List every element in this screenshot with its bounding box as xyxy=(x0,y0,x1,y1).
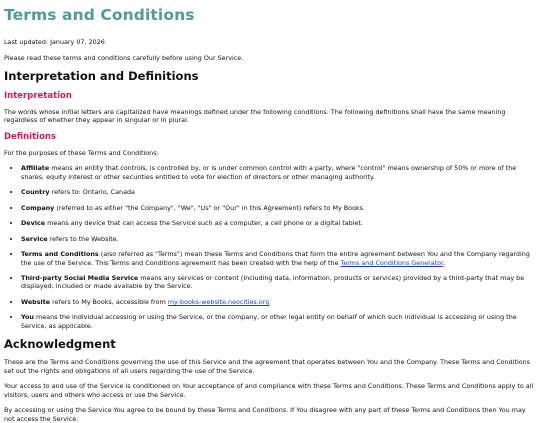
definition-text: means an entity that controls, is controlled by, or is under common control with a party, where "control" means ownership of 50% or more of the shares, equity interest or other securities entitled to vote for election of directors or other managing authority. xyxy=(21,164,517,181)
intro-paragraph: Please read these terms and conditions carefully before using Our Service. xyxy=(4,53,244,62)
definition-text: refers to My Books, accessible from xyxy=(50,297,168,306)
interpretation-paragraph: The words whose initial letters are capitalized have meanings defined under the following conditions. The following definitions shall have the same meaning regardless of whether they appear in singular or in plural. xyxy=(4,107,506,125)
definition-item-you xyxy=(21,313,536,330)
definition-text: means any device that can access the Service such as a computer, a cell phone or a digital tablet. xyxy=(45,219,363,228)
definition-term: Service xyxy=(21,234,48,243)
definition-term: Device xyxy=(21,219,46,228)
definition-term: Company xyxy=(21,203,55,212)
subheading-interpretation: Interpretation xyxy=(4,90,72,101)
definition-item-country xyxy=(21,188,536,196)
definition-text: refers to the Website. xyxy=(47,234,119,243)
definition-item-device xyxy=(21,219,536,227)
definition-term: Affiliate xyxy=(21,164,50,173)
definition-item-service xyxy=(21,235,536,243)
definition-text: refers to: Ontario, Canada xyxy=(49,188,135,197)
section-heading-interpretation-definitions: Interpretation and Definitions xyxy=(4,69,199,84)
definition-item-website xyxy=(21,298,536,306)
definition-text: means the individual accessing or using the Service, or the company, or other legal entity on behalf of which such individual is accessing or using the Service, as applicable. xyxy=(21,313,517,330)
definition-term: Terms and Conditions xyxy=(21,250,99,259)
definition-text-after: . xyxy=(443,258,446,267)
definition-term: Third-party Social Media Service xyxy=(21,273,139,282)
acknowledgment-paragraph: By accessing or using the Service You agree to be bound by these Terms and Conditions. If You disagree with any part of these Terms and Conditions then You may not access the Service. xyxy=(4,406,526,423)
definition-item-affiliate xyxy=(21,164,536,181)
definition-text: (also referred as "Terms") mean these Terms and Conditions that form the entire agreement between You and the Company regarding the use of the Service. This Terms and Conditions agreement has been created with the help of the xyxy=(21,250,530,267)
definition-term: Website xyxy=(21,297,51,306)
definitions-lead: For the purposes of these Terms and Conditions: xyxy=(4,148,159,157)
last-updated: Last updated: January 07, 2026 xyxy=(4,38,105,47)
definition-item-third-party xyxy=(21,274,536,291)
definition-item-terms-and-conditions xyxy=(21,250,536,267)
page-title: Terms and Conditions xyxy=(4,6,195,24)
acknowledgment-paragraph: These are the Terms and Conditions governing the use of this Service and the agreement that operates between You and the Company. These Terms and Conditions set out the rights and obligations of all users regarding the use of the Service. xyxy=(4,358,531,375)
definition-text: means any services or content (including data, information, products or services) provided by a third-party that may be displayed, included or made available by the Service. xyxy=(21,273,525,291)
definitions-list xyxy=(4,164,536,330)
subheading-definitions: Definitions xyxy=(4,131,57,142)
section-heading-acknowledgment: Acknowledgment xyxy=(4,337,116,352)
definition-item-company xyxy=(21,204,536,212)
website-link[interactable]: my-books-website.neocities.org xyxy=(167,297,270,306)
definition-term: You xyxy=(21,313,34,322)
definition-term: Country xyxy=(21,188,50,197)
terms-generator-link[interactable]: Terms and Conditions Generator xyxy=(340,258,444,267)
acknowledgment-paragraph: Your access to and use of the Service is conditioned on Your acceptance of and compliance with these Terms and Conditions. These Terms and Conditions apply to all visitors, users and others who access or use the Service. xyxy=(4,382,534,399)
definition-text: (referred to as either "the Company", "We", "Us" or "Our" in this Agreement) refers to My Books. xyxy=(54,203,366,212)
